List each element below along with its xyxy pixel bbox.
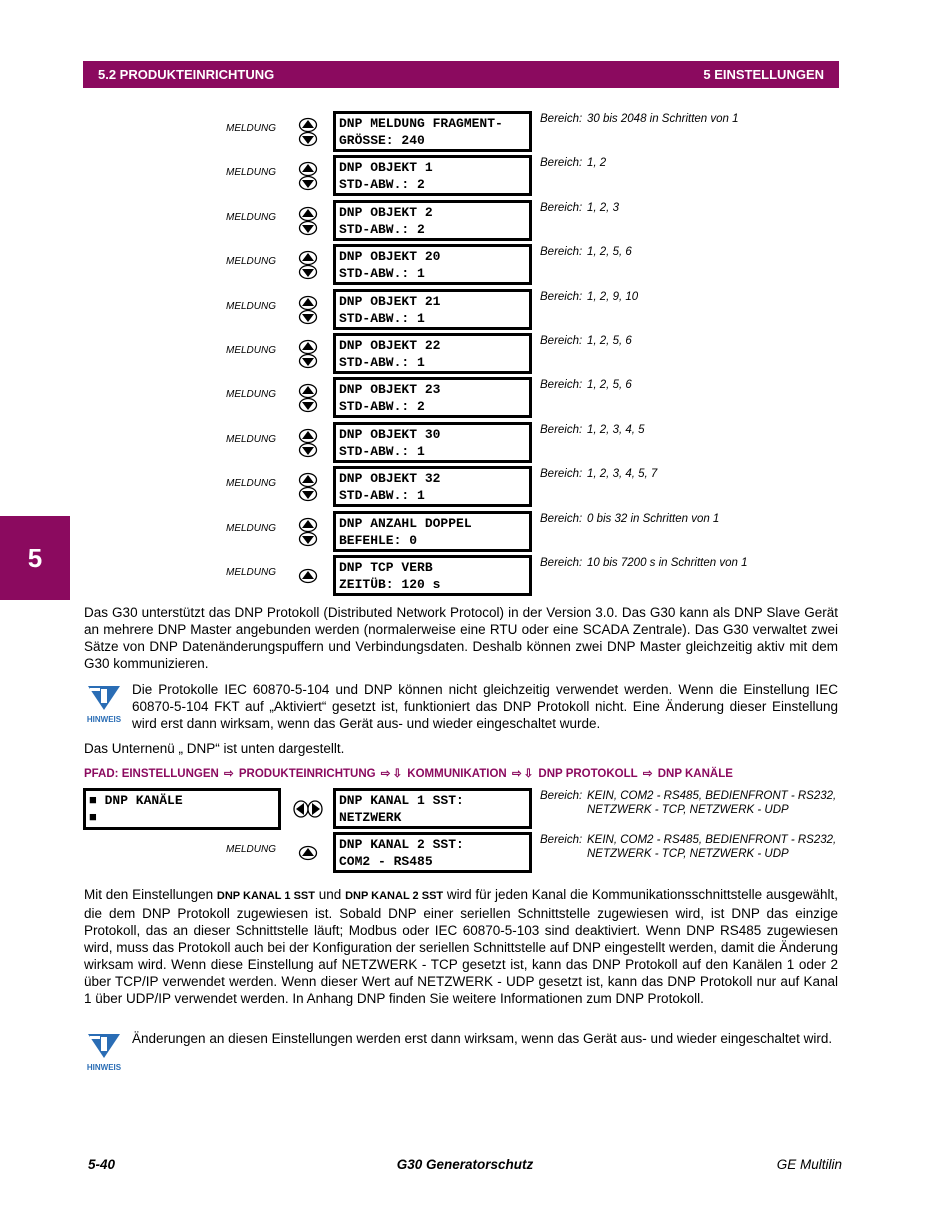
channel-line2: COM2 - RS485 [339,854,433,869]
setting-line2: ZEITÜB: 120 s [339,577,441,592]
setting-display-box[interactable] [333,555,532,596]
range-value: 1, 2, 3, 4, 5 [587,423,645,436]
setting-line1: DNP OBJEKT 32 [339,471,441,487]
range-value: 1, 2, 3 [587,201,619,214]
setting-range [540,378,632,392]
range-value: NETZWERK - TCP, NETZWERK - UDP [587,804,789,816]
setting-name-channel1: DNP KANAL 1 SST [216,890,315,902]
setting-display-box[interactable] [333,511,532,552]
setting-display-box[interactable] [333,155,532,196]
setting-line1: DNP MELDUNG FRAGMENT- [339,116,503,131]
channel-line1: DNP KANAL 1 SST: [339,793,464,808]
setting-line2: STD-ABW.: 1 [339,355,425,370]
setting-line2: STD-ABW.: 1 [339,266,425,282]
range-key: Bereich: [540,790,583,802]
up-down-arrows-icon[interactable] [298,517,318,547]
setting-display-box[interactable] [333,333,532,374]
setting-line2: STD-ABW.: 2 [339,399,425,415]
meldung-label: MELDUNG [226,345,277,356]
setting-line2: STD-ABW.: 2 [339,177,425,193]
note-restart: Änderungen an diesen Einstellungen werden erst dann wirksam, wenn das Gerät aus- und wieder eingeschaltet wird. [132,1031,833,1046]
dnp-channels-menu-box [83,788,281,830]
setting-display-box[interactable] [333,200,532,241]
channel-range [540,789,836,817]
setting-display-box[interactable] [333,111,532,152]
footer-product-name: G30 Generatorschutz [396,1157,534,1172]
path-arrow-right-icon: ⇨ [642,768,653,780]
setting-line1: DNP OBJEKT 1 [339,160,433,176]
up-arrow-icon[interactable] [298,838,318,868]
range-key: Bereich: [540,246,583,259]
path-part: DNP KANÄLE [657,768,733,780]
range-key: Bereich: [540,423,583,436]
meldung-label: MELDUNG [226,211,277,223]
note-iec-dnp: Die Protokolle IEC 60870-5-104 und DNP können nicht gleichzeitig verwendet werden. Wenn die Einstellung IEC 60870-5-104 FKT auf „Aktiviert“ gesetzt ist, funktioniert das DNP Protokoll nicht. Eine Änderung dieser Einstellung wird erst dann wirksam, wenn das Gerät aus- und wieder eingeschaltet wurde. [132,682,838,731]
path-arrow-down-icon: ⇩ [392,768,403,780]
meldung-label: MELDUNG [226,256,277,268]
range-key: Bereich: [540,557,583,569]
left-right-arrows-icon[interactable] [292,794,324,824]
range-value: NETZWERK - TCP, NETZWERK - UDP [587,848,789,860]
header-section-title: 5.2 PRODUKTEINRICHTUNG [98,67,275,82]
setting-line1: DNP OBJEKT 22 [339,338,441,353]
footer-company: GE Multilin [776,1157,842,1172]
path-arrow-right-icon: ⇨ [511,768,522,780]
page-header-bar [83,61,839,88]
range-key: Bereich: [540,157,583,170]
range-value: 1, 2, 5, 6 [587,335,632,347]
intro-paragraph: Das G30 unterstützt das DNP Protokoll (Distributed Network Protocol) in der Version 3.0. Das G30 kann als DNP Slave Gerät an mehrere DNP Master angebunden werden (normalerweise eine RTU oder eine SCADA Zentrale). Das G30 verwaltet zwei Sätze von DNP Datenänderungspuffern und Verbindungsdaten. Deshalb können zwei DNP Master gleichzeitig aktiv mit dem G30 kommunizieren. [84,605,838,671]
setting-range [540,290,638,304]
up-down-arrows-icon[interactable] [298,161,318,191]
setting-line1: DNP TCP VERB [339,560,433,575]
setting-name-channel2: DNP KANAL 2 SST [345,890,444,902]
range-value: KEIN, COM2 - RS485, BEDIENFRONT - RS232, [587,790,837,802]
setting-range [540,556,747,570]
range-value: 1, 2, 5, 6 [587,379,632,392]
up-down-arrows-icon[interactable] [298,250,318,280]
setting-line1: DNP OBJEKT 23 [339,382,441,398]
setting-display-box[interactable] [333,377,532,418]
para2-text: Mit den Einstellungen [84,887,217,902]
path-arrow-right-icon: ⇨ [224,768,234,780]
range-key: Bereich: [540,290,583,303]
range-value: 1, 2, 3, 4, 5, 7 [587,468,658,481]
setting-range [540,423,645,437]
meldung-label: MELDUNG [226,478,277,490]
setting-range [540,112,739,126]
path-part: PRODUKTEINRICHTUNG [238,768,376,780]
path-prefix: PFAD: EINSTELLUNGEN [84,768,219,780]
setting-range [540,512,719,526]
footer-page-number: 5-40 [88,1157,116,1172]
channel-line1: DNP KANAL 2 SST: [339,837,464,852]
channel-display-box[interactable] [333,788,532,829]
channel-display-box[interactable] [333,832,532,873]
up-down-arrows-icon[interactable] [298,383,318,413]
setting-line1: DNP OBJEKT 21 [339,293,441,309]
setting-line2: STD-ABW.: 1 [339,488,425,504]
up-arrow-icon[interactable] [298,561,318,591]
meldung-label: MELDUNG [226,522,277,534]
path-arrow-down-icon: ⇩ [523,768,534,780]
setting-line2: STD-ABW.: 2 [339,221,425,237]
range-key: Bereich: [540,113,583,125]
setting-range [540,334,632,348]
setting-line2: STD-ABW.: 1 [339,443,425,459]
channel-range [540,833,836,861]
up-down-arrows-icon[interactable] [298,428,318,458]
path-part: DNP PROTOKOLL [538,768,638,780]
up-down-arrows-icon[interactable] [298,339,318,369]
hinweis-note-icon [84,1032,124,1076]
meldung-label: MELDUNG [226,167,277,179]
setting-line2: STD-ABW.: 1 [339,310,425,326]
meldung-label: MELDUNG [226,433,277,445]
setting-range [540,245,632,259]
meldung-label: MELDUNG [226,123,277,134]
menu-path [84,766,735,780]
setting-display-box[interactable] [333,466,532,507]
range-value: 0 bis 32 in Schritten von 1 [587,512,720,525]
setting-display-box[interactable] [333,422,532,463]
range-value: KEIN, COM2 - RS485, BEDIENFRONT - RS232, [587,834,837,846]
meldung-label: MELDUNG [226,844,277,855]
setting-line1: DNP OBJEKT 20 [339,249,441,265]
path-part: KOMMUNIKATION [407,768,507,780]
hinweis-label: HINWEIS [86,715,122,724]
channels-paragraph [84,886,838,1007]
range-key: Bereich: [540,335,583,347]
hinweis-label: HINWEIS [86,1063,122,1072]
setting-range [540,467,657,481]
hinweis-note-icon [84,684,124,728]
setting-line1: DNP ANZAHL DOPPEL [339,515,472,531]
channel-line2: NETZWERK [339,810,402,825]
range-value: 30 bis 2048 in Schritten von 1 [587,113,739,125]
setting-line2: GRÖSSE: 240 [339,133,425,148]
header-chapter-title: 5 EINSTELLUNGEN [703,67,824,82]
path-arrow-right-icon: ⇨ [380,768,391,780]
para2-text: wird für jeden Kanal die Kommunikationsschnittstelle ausgewählt, die dem DNP Protokoll zugewiesen ist. Sobald DNP einer seriellen Schnittstelle zugewiesen wird, ist DNP das einzige Protokoll, das an dieser Schnittstelle läuft; Modbus oder IEC 60870-5-103 sind deaktiviert. Wenn DNP RS485 zugewiesen wird, muss das Protokoll auch bei der Konfiguration der seriellen Schnittstelle auf DNP eingestellt werden, damit die Änderung wirksam wird. Wenn diese Einstellung auf NETZWERK - TCP gesetzt ist, kann das DNP Protokoll auf den Kanälen 1 oder 2 über TCP/IP verwendet werden. Wenn dieser Wert auf NETZWERK - UDP gesetzt ist, kann das DNP Protokoll nur auf Kanal 1 über UDP/IP verwendet werden. In Anhang DNP finden Sie weitere Informationen zum DNP Protokoll. [84,887,838,1006]
range-key: Bereich: [540,468,583,481]
range-value: 10 bis 7200 s in Schritten von 1 [587,557,748,569]
setting-line1: DNP OBJEKT 2 [339,204,433,220]
setting-line1: DNP OBJEKT 30 [339,426,441,442]
range-value: 1, 2, 9, 10 [587,290,639,303]
menu-box-line1: ■ DNP KANÄLE [89,793,183,808]
meldung-label: MELDUNG [226,567,277,578]
up-down-arrows-icon[interactable] [298,472,318,502]
range-key: Bereich: [540,834,583,846]
menu-box-line2: ■ [89,810,97,825]
setting-range [540,201,619,215]
para2-text: und [314,887,346,902]
submenu-intro: Das Unternenü „ DNP“ ist unten dargestellt. [84,741,345,756]
range-value: 1, 2, 5, 6 [587,246,632,259]
setting-display-box[interactable] [333,289,532,330]
setting-display-box[interactable] [333,244,532,285]
range-key: Bereich: [540,201,583,214]
setting-line2: BEFEHLE: 0 [339,532,418,548]
range-key: Bereich: [540,379,583,392]
chapter-tab: 5 [0,516,70,600]
setting-range [540,156,606,170]
up-down-arrows-icon[interactable] [298,117,318,147]
up-down-arrows-icon[interactable] [298,206,318,236]
meldung-label: MELDUNG [226,300,277,312]
meldung-label: MELDUNG [226,389,277,401]
up-down-arrows-icon[interactable] [298,295,318,325]
range-key: Bereich: [540,512,583,525]
range-value: 1, 2 [587,157,607,170]
